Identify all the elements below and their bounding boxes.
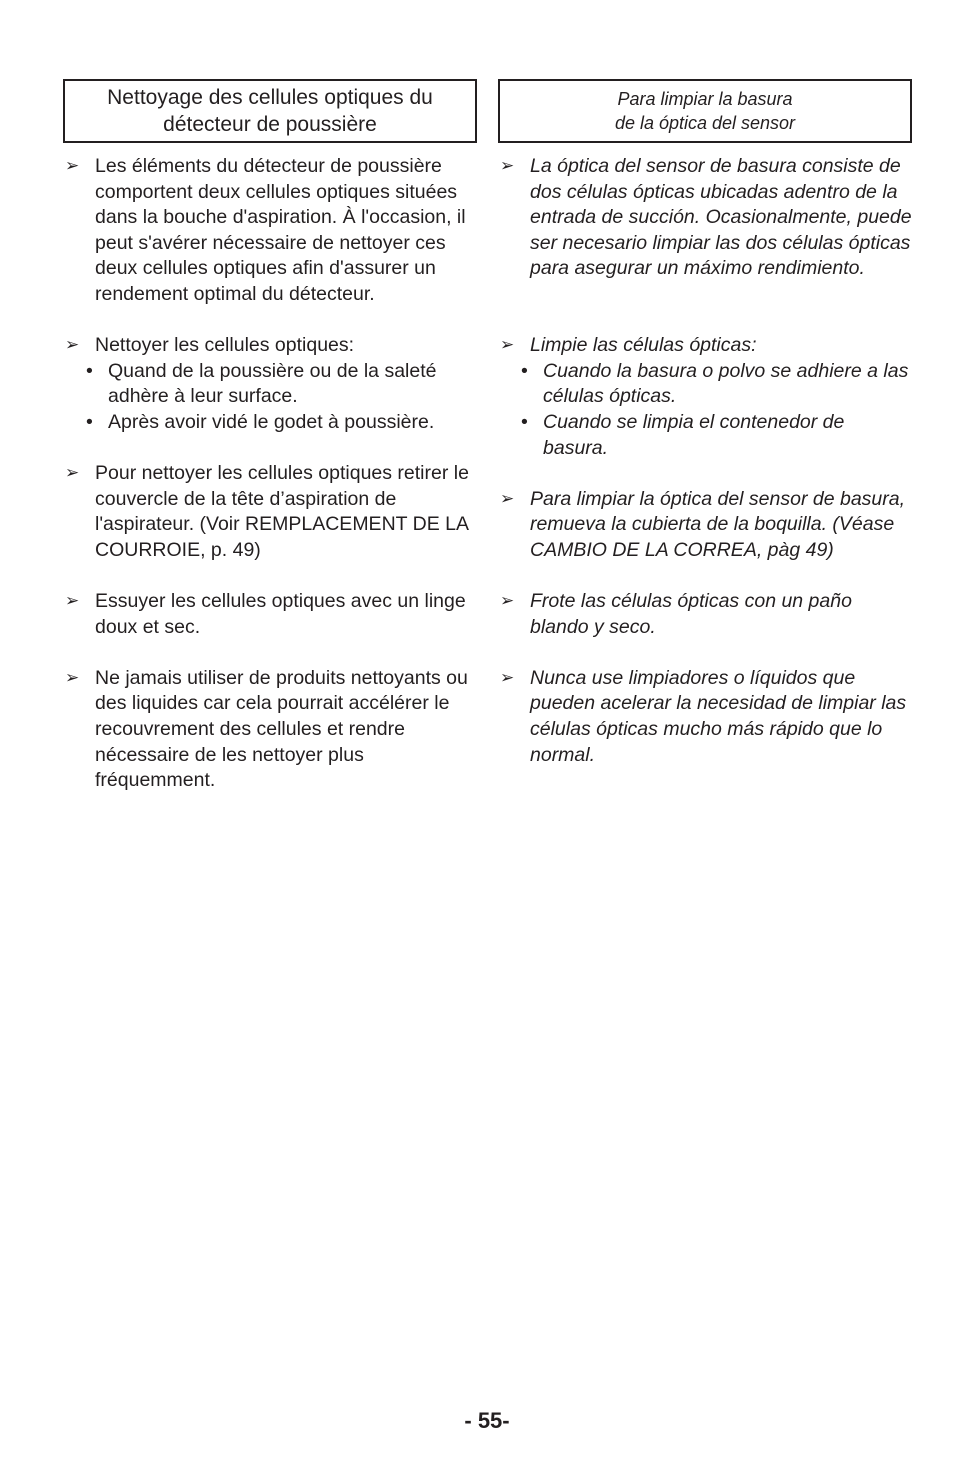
french-title-line2: détecteur de poussière <box>163 113 377 136</box>
french-section-title <box>63 79 477 143</box>
page-number: - 55- <box>464 1408 510 1433</box>
french-title-line1: Nettoyage des cellules optiques du <box>107 86 433 109</box>
french-item-2-sub-2 <box>63 410 477 436</box>
spanish-item-2-sub-2-text: Cuando se limpia el contenedor de basura. <box>543 410 845 459</box>
arrow-bullet-icon: ➢ <box>65 463 80 484</box>
french-item-2 <box>63 333 477 359</box>
spanish-item-5 <box>498 666 912 768</box>
bullet-icon: • <box>521 410 528 433</box>
arrow-bullet-icon: ➢ <box>500 335 515 356</box>
french-item-5-text: Ne jamais utiliser de produits nettoyants ou des liquides car cela pourrait accélérer le recouvrement des cellules et rendre nécessaire de les nettoyer plus fréquemment. <box>95 666 468 792</box>
arrow-bullet-icon: ➢ <box>65 591 80 612</box>
french-column <box>63 79 477 794</box>
spanish-item-2 <box>498 333 912 359</box>
french-item-2-text: Nettoyer les cellules optiques: <box>95 334 355 357</box>
spanish-item-1-text: La óptica del sensor de basura consiste de dos células ópticas ubicadas adentro de la entrada de succión. Ocasionalmente, puede ser necesario limpiar las dos células ópticas para asegurar un máximo rendimiento. <box>530 155 912 280</box>
spanish-title-line1: Para limpiar la basura <box>617 89 793 109</box>
french-item-2-sub-1-text: Quand de la poussière ou de la saleté adhère à leur surface. <box>108 359 437 408</box>
spanish-item-2-text: Limpie las células ópticas: <box>530 334 757 357</box>
arrow-bullet-icon: ➢ <box>500 488 515 509</box>
spanish-column <box>498 79 912 768</box>
spanish-item-2-sub-2 <box>498 410 912 461</box>
bullet-icon: • <box>86 410 93 433</box>
spanish-item-5-text: Nunca use limpiadores o líquidos que pueden acelerar la necesidad de limpiar las células ópticas mucho más rápido que lo normal. <box>530 666 907 766</box>
french-item-1-text: Les éléments du détecteur de poussière comportent deux cellules optiques situées dans la bouche d'aspiration. À l'occasion, il peut s'avérer nécessaire de nettoyer ces deux cellules optiques afin d'assurer un rendement optimal du détecteur. <box>95 155 466 305</box>
french-item-4 <box>63 589 477 640</box>
bullet-icon: • <box>86 359 93 382</box>
french-item-5 <box>63 666 477 794</box>
french-item-1 <box>63 154 477 308</box>
french-item-2-sub-2-text: Après avoir vidé le godet à poussière. <box>108 410 435 433</box>
french-item-3 <box>63 461 477 563</box>
arrow-bullet-icon: ➢ <box>500 667 515 688</box>
french-instruction-list <box>63 154 477 794</box>
spanish-item-1 <box>498 154 912 282</box>
arrow-bullet-icon: ➢ <box>65 156 80 176</box>
arrow-bullet-icon: ➢ <box>65 335 80 356</box>
french-item-2-sub-1 <box>63 359 477 410</box>
french-item-4-text: Essuyer les cellules optiques avec un linge doux et sec. <box>95 590 466 638</box>
arrow-bullet-icon: ➢ <box>65 667 80 688</box>
bullet-icon: • <box>521 359 528 382</box>
spanish-item-2-sub-1 <box>498 359 912 410</box>
spanish-item-4 <box>498 589 912 640</box>
spanish-item-2-sub-1-text: Cuando la basura o polvo se adhiere a las células ópticas. <box>543 359 909 408</box>
spanish-item-3-text: Para limpiar la óptica del sensor de basura, remueva la cubierta de la boquilla. (Véase CAMBIO DE LA CORREA, pàg 49) <box>530 487 906 561</box>
spanish-section-title <box>498 79 912 143</box>
arrow-bullet-icon: ➢ <box>500 156 515 176</box>
arrow-bullet-icon: ➢ <box>500 591 515 612</box>
spanish-item-4-text: Frote las células ópticas con un paño blando y seco. <box>530 590 852 638</box>
french-item-3-text: Pour nettoyer les cellules optiques retirer le couvercle de la tête d’aspiration de l'aspirateur. (Voir REMPLACEMENT DE LA COURROIE, p. 49) <box>95 462 469 561</box>
spanish-title-line2: de la óptica del sensor <box>614 113 796 133</box>
spanish-instruction-list <box>498 154 912 768</box>
spanish-item-3 <box>498 487 912 564</box>
